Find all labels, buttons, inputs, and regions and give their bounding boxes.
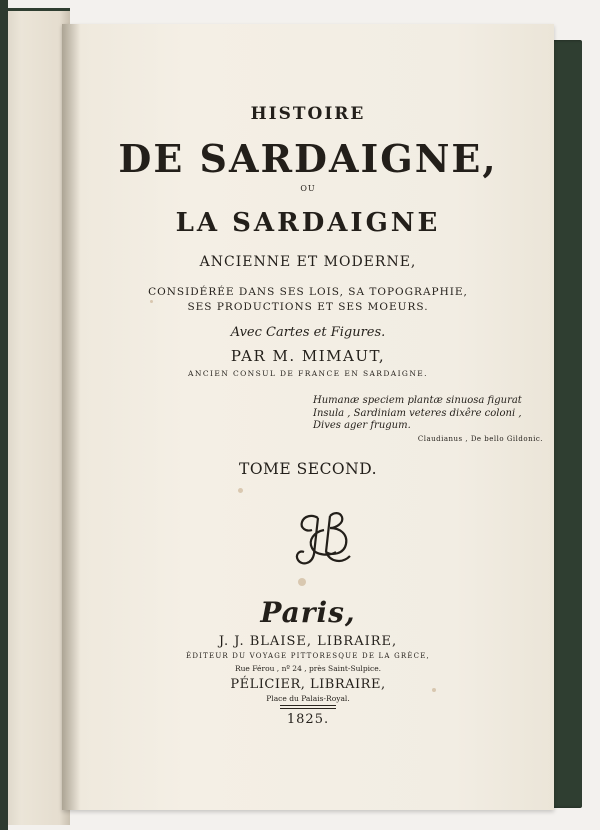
considered-line-1: CONSIDÉRÉE DANS SES LOIS, SA TOPOGRAPHIE, (148, 286, 468, 298)
ancienne-line: ANCIENNE ET MODERNE, (199, 254, 417, 270)
foxing-spot (432, 688, 436, 692)
ou-connector: OU (300, 184, 316, 193)
histoire-heading: HISTOIRE (250, 104, 366, 124)
subtitle: LA SARDAIGNE (175, 208, 441, 238)
author-line: PAR M. MIMAUT, (230, 347, 386, 365)
front-cover-edge (0, 0, 8, 830)
epigraph-citation: Claudianus , De bello Gildonic. (417, 434, 543, 443)
double-rule-top (280, 705, 336, 706)
title-page (62, 24, 554, 810)
publisher-1-description: ÉDITEUR DU VOYAGE PITTORESQUE DE LA GRÈCE, (186, 652, 430, 660)
monogram-text (323, 543, 325, 544)
considered-line-2: SES PRODUCTIONS ET SES MOEURS. (187, 301, 429, 313)
left-page (0, 8, 70, 825)
epigraph-line-3: Dives ager frugum. (313, 420, 411, 431)
publisher-2-address: Place du Palais-Royal. (266, 694, 350, 703)
avec-cartes-line: Avec Cartes et Figures. (230, 325, 386, 340)
epigraph-line-2: Insula , Sardiniam veteres dixêre coloni , (313, 407, 522, 419)
author-role: ANCIEN CONSUL DE FRANCE EN SARDAIGNE. (188, 369, 428, 378)
tome-label: TOME SECOND. (238, 460, 378, 478)
foxing-spot (150, 300, 153, 303)
epigraph-line-1: Humanæ speciem plantæ sinuosa figurat (313, 395, 522, 406)
publication-year: 1825. (286, 712, 330, 727)
foxing-spot (238, 488, 243, 493)
publisher-1-address: Rue Férou , nº 24 , près Saint-Sulpice. (234, 664, 382, 673)
publisher-monogram (290, 508, 358, 570)
foxing-spot (298, 578, 306, 586)
city: Paris, (260, 596, 356, 629)
publisher-2: PÉLICIER, LIBRAIRE, (230, 677, 386, 692)
publisher-1: J. J. BLAISE, LIBRAIRE, (218, 634, 398, 649)
main-title: DE SARDAIGNE, (118, 136, 498, 181)
double-rule-bottom (280, 708, 336, 709)
epigraph (313, 395, 553, 445)
